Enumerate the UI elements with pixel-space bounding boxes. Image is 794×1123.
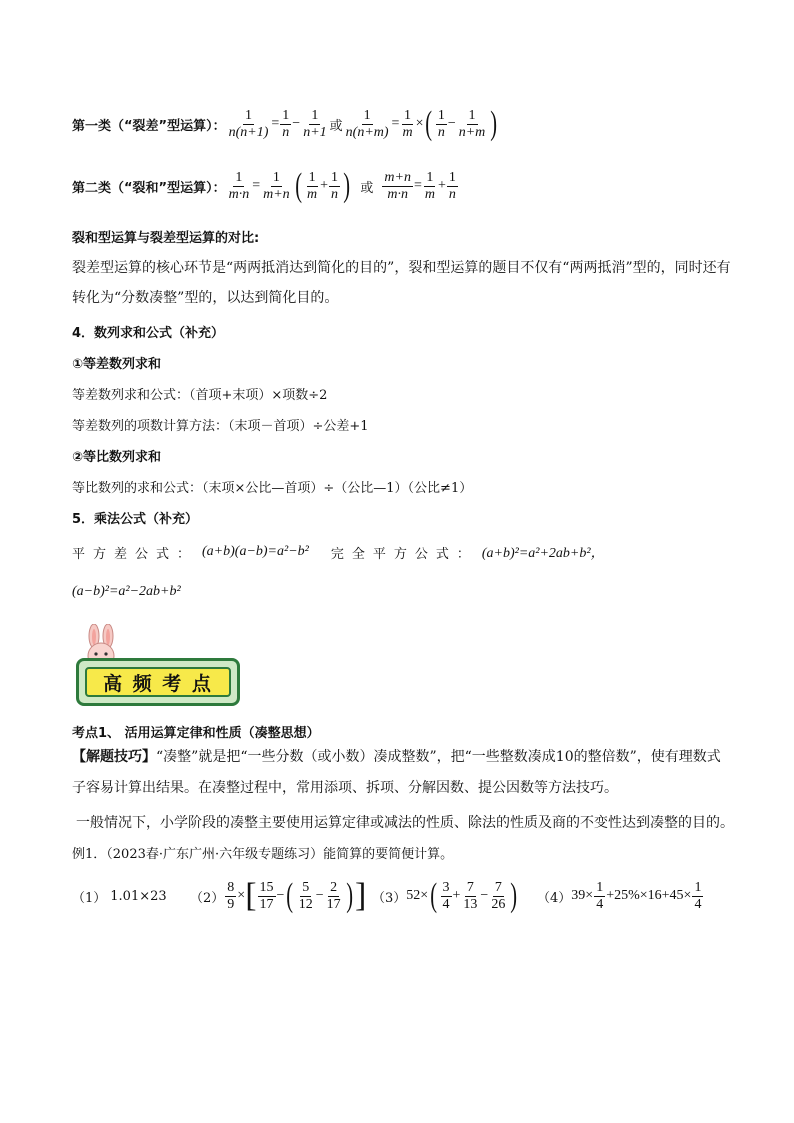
tip-text-1: “凑整”就是把“一些分数（或小数）凑成整数”，把“一些整数凑成10的整倍数”，使有理数式 xyxy=(156,749,721,765)
arithmetic-term-count: 等差数列的项数计算方法：（末项－首项）÷公差+1 xyxy=(72,419,369,434)
tip-line-1 xyxy=(72,746,721,766)
tip-label: 【解题技巧】 xyxy=(72,749,156,765)
banner-inner xyxy=(85,667,231,697)
compare-heading: 裂和型运算与裂差型运算的对比: xyxy=(72,231,260,246)
compare-text-line-1: 裂差型运算的核心环节是“两两抵消达到简化的目的”，裂和型运算的题目不仅有“两两抵消”型的，同时还有 xyxy=(72,260,731,276)
or-word: 或 xyxy=(329,118,343,134)
problem-2-label: （2） xyxy=(190,890,225,906)
perfect-square-formula-1: (a+b)²=a²+2ab+b²， xyxy=(481,546,605,561)
section4-heading: 4．数列求和公式（补充） xyxy=(72,326,225,341)
example-1-heading: 例1．（2023春·广东广州·六年级专题练习）能简算的要简便计算。 xyxy=(72,847,454,862)
problem-3-expression: 52× ( $\frac{3}{4}$ + $\frac{7}{13}$ − $\frac{7}{26}$ ) xyxy=(406,877,518,914)
problem-1 xyxy=(72,876,167,916)
banner-title: 高 频 考 点 xyxy=(103,672,213,695)
problem-1-expression: 1.01×23 xyxy=(110,888,167,904)
problem-2-expression: $\frac{8}{9}$ × [ $\frac{15}{17}$ − ( $\frac{5}{12}$ − $\frac{2}{17}$ ) ] xyxy=(227,877,367,914)
problem-2 xyxy=(190,876,366,916)
banner-frame xyxy=(76,658,240,706)
perfect-square-formula-2: (a−b)²=a²−2ab+b² xyxy=(72,584,181,599)
type1-label: 第一类（“裂差”型运算）： xyxy=(72,118,226,134)
perfect-square-label: 完全平方公式： xyxy=(330,546,478,562)
problem-3-label: （3） xyxy=(372,890,407,906)
split-sum-row xyxy=(72,166,459,206)
multiplication-formulas-row xyxy=(72,540,605,564)
difference-of-squares-formula: (a+b)(a−b)=a²−b² xyxy=(202,544,309,559)
problem-3 xyxy=(372,876,520,916)
kaodian1-paragraph: 一般情况下，小学阶段的凑整主要使用运算定律或减法的性质、除法的性质及商的不变性达到凑整的目的。 xyxy=(76,815,734,831)
difference-of-squares-label: 平方差公式： xyxy=(72,546,199,562)
compare-text-line-2: 转化为“分数凑整”型的，以达到简化目的。 xyxy=(72,290,339,306)
split-difference-row xyxy=(72,104,500,144)
high-frequency-banner xyxy=(70,624,242,710)
problem-4 xyxy=(537,876,704,916)
type2-label: 第二类（“裂和”型运算）： xyxy=(72,180,226,196)
tip-text-2: 子容易计算出结果。在凑整过程中，常用添项、拆项、分解因数、提公因数等方法技巧。 xyxy=(72,780,618,796)
section4-sub1: ①等差数列求和 xyxy=(72,357,162,372)
geometric-sum-formula: 等比数列的求和公式：（末项×公比—首项）÷（公比—1）（公比≠1） xyxy=(72,481,473,496)
kaodian1-title: 考点1、 活用运算定律和性质（凑整思想） xyxy=(72,726,320,741)
section4-sub2: ②等比数列求和 xyxy=(72,450,162,465)
section5-heading: 5．乘法公式（补充） xyxy=(72,512,199,527)
arithmetic-sum-formula: 等差数列求和公式：（首项+末项）×项数÷2 xyxy=(72,388,328,403)
or-word-2: 或 xyxy=(360,180,374,196)
split-difference-formula: $\frac{1}{n(n+1)}$ = $\frac{1}{n}$ − $\frac{1}{n+1}$ xyxy=(228,108,327,140)
split-sum-general-formula: $\frac{m+n}{m\cdot n}$ = $\frac{1}{m}$ + $\frac{1}{n}$ xyxy=(384,170,456,202)
problem-1-label: （1） xyxy=(72,890,107,906)
split-difference-general-formula: $\frac{1}{n(n+m)}$ = $\frac{1}{m}$ × ( $\frac{1}{n}$ − $\frac{1}{n+m}$ ) xyxy=(345,105,498,142)
problem-4-label: （4） xyxy=(537,890,572,906)
split-sum-formula: $\frac{1}{m\cdot n}$ = $\frac{1}{m+n}$ ( $\frac{1}{m}$ + $\frac{1}{n}$ ) xyxy=(228,167,351,204)
problem-4-expression: 39× $\frac{1}{4}$ +25%×16+45× $\frac{1}{4}$ xyxy=(571,880,702,912)
